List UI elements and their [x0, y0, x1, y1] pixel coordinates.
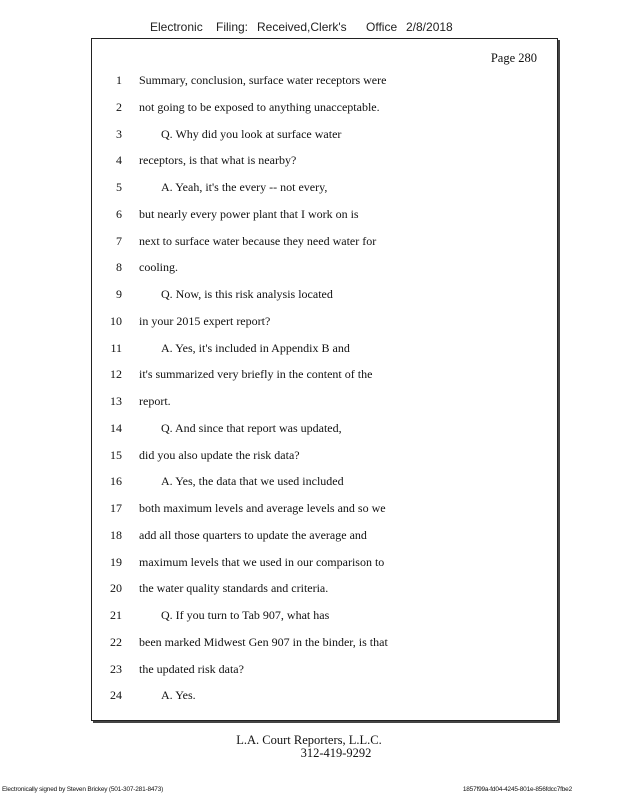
line-text: been marked Midwest Gen 907 in the binder, is that [139, 634, 388, 649]
document-id: 1857f99a-fd04-4245-801e-856fdcc7fbe2 [462, 786, 572, 793]
transcript-line [92, 688, 557, 708]
line-number: 4 [116, 153, 122, 168]
line-number: 14 [110, 420, 122, 435]
line-text: A. Yes, the data that we used included [161, 474, 344, 489]
filing-header-word: Office [366, 20, 398, 34]
line-text: A. Yes, it's included in Appendix B and [161, 340, 350, 355]
transcript-line [92, 581, 557, 601]
line-text: the updated risk data? [139, 661, 244, 676]
footer-company: L.A. Court Reporters, L.L.C. [236, 733, 382, 747]
transcript-line [92, 234, 557, 254]
filing-header-word: Electronic [150, 20, 203, 34]
line-number: 16 [110, 474, 122, 489]
line-text: in your 2015 expert report? [139, 313, 271, 328]
line-number: 5 [116, 180, 122, 194]
line-number: 17 [110, 501, 122, 515]
line-text: both maximum levels and average levels and so we [139, 501, 386, 515]
transcript-line [92, 260, 557, 280]
line-number: 8 [116, 260, 122, 275]
line-number: 12 [110, 367, 122, 382]
line-text: maximum levels that we used in our comparison to [139, 554, 385, 569]
line-number: 19 [110, 554, 122, 569]
line-text: not going to be exposed to anything unacceptable. [139, 99, 380, 114]
transcript-line [92, 421, 557, 441]
line-number: 20 [110, 581, 122, 596]
filing-header-word: Filing: [216, 20, 249, 34]
line-number: 2 [116, 99, 122, 114]
line-number: 9 [116, 287, 122, 301]
line-number: 13 [110, 394, 122, 408]
transcript-line [92, 635, 557, 655]
transcript-line [92, 394, 557, 414]
line-text: Q. Why did you look at surface water [161, 126, 342, 141]
transcript-line [92, 448, 557, 468]
line-text: did you also update the risk data? [139, 447, 300, 462]
line-number: 11 [110, 340, 122, 355]
filing-header-word: Received,Clerk's [257, 20, 347, 34]
transcript-line [92, 662, 557, 682]
transcript-line [92, 555, 557, 575]
line-number: 22 [110, 634, 122, 649]
line-number: 21 [110, 608, 122, 622]
line-text: Q. And since that report was updated, [161, 420, 342, 435]
transcript-line [92, 608, 557, 628]
transcript-line [92, 180, 557, 200]
transcript-line [92, 100, 557, 120]
line-number: 1 [116, 73, 122, 87]
line-text: A. Yeah, it's the every -- not every, [161, 180, 328, 194]
line-number: 24 [110, 688, 122, 703]
transcript-line [92, 153, 557, 173]
line-text: it's summarized very briefly in the content of the [139, 367, 373, 382]
page-number: Page 280 [490, 51, 537, 65]
line-text: Q. Now, is this risk analysis located [161, 287, 333, 301]
transcript-line [92, 73, 557, 93]
line-text: receptors, is that what is nearby? [139, 153, 297, 168]
transcript-line [92, 528, 557, 548]
line-text: Summary, conclusion, surface water receptors were [139, 73, 387, 87]
transcript-line [92, 474, 557, 494]
line-number: 6 [116, 206, 122, 221]
signature-note: Electronically signed by Steven Brickey (501-307-281-8473) [2, 786, 164, 793]
line-number: 3 [116, 126, 122, 141]
transcript-line [92, 314, 557, 334]
line-number: 23 [110, 661, 122, 676]
transcript-line [92, 501, 557, 521]
transcript-line [92, 367, 557, 387]
footer-phone: 312-419-9292 [300, 746, 372, 760]
line-number: 7 [116, 233, 122, 248]
transcript-line [92, 207, 557, 227]
transcript-page [91, 38, 558, 721]
line-text: next to surface water because they need water for [139, 233, 377, 248]
transcript-line [92, 341, 557, 361]
line-number: 10 [110, 313, 122, 328]
line-text: A. Yes. [161, 688, 196, 703]
line-text: the water quality standards and criteria. [139, 581, 329, 596]
line-text: cooling. [139, 260, 178, 275]
line-number: 18 [110, 527, 122, 542]
line-text: report. [139, 394, 171, 408]
transcript-line [92, 287, 557, 307]
transcript-line [92, 127, 557, 147]
filing-header-date: 2/8/2018 [406, 20, 453, 34]
line-text: add all those quarters to update the average and [139, 527, 367, 542]
line-text: but nearly every power plant that I work on is [139, 206, 359, 221]
line-number: 15 [110, 447, 122, 462]
line-text: Q. If you turn to Tab 907, what has [161, 608, 330, 622]
